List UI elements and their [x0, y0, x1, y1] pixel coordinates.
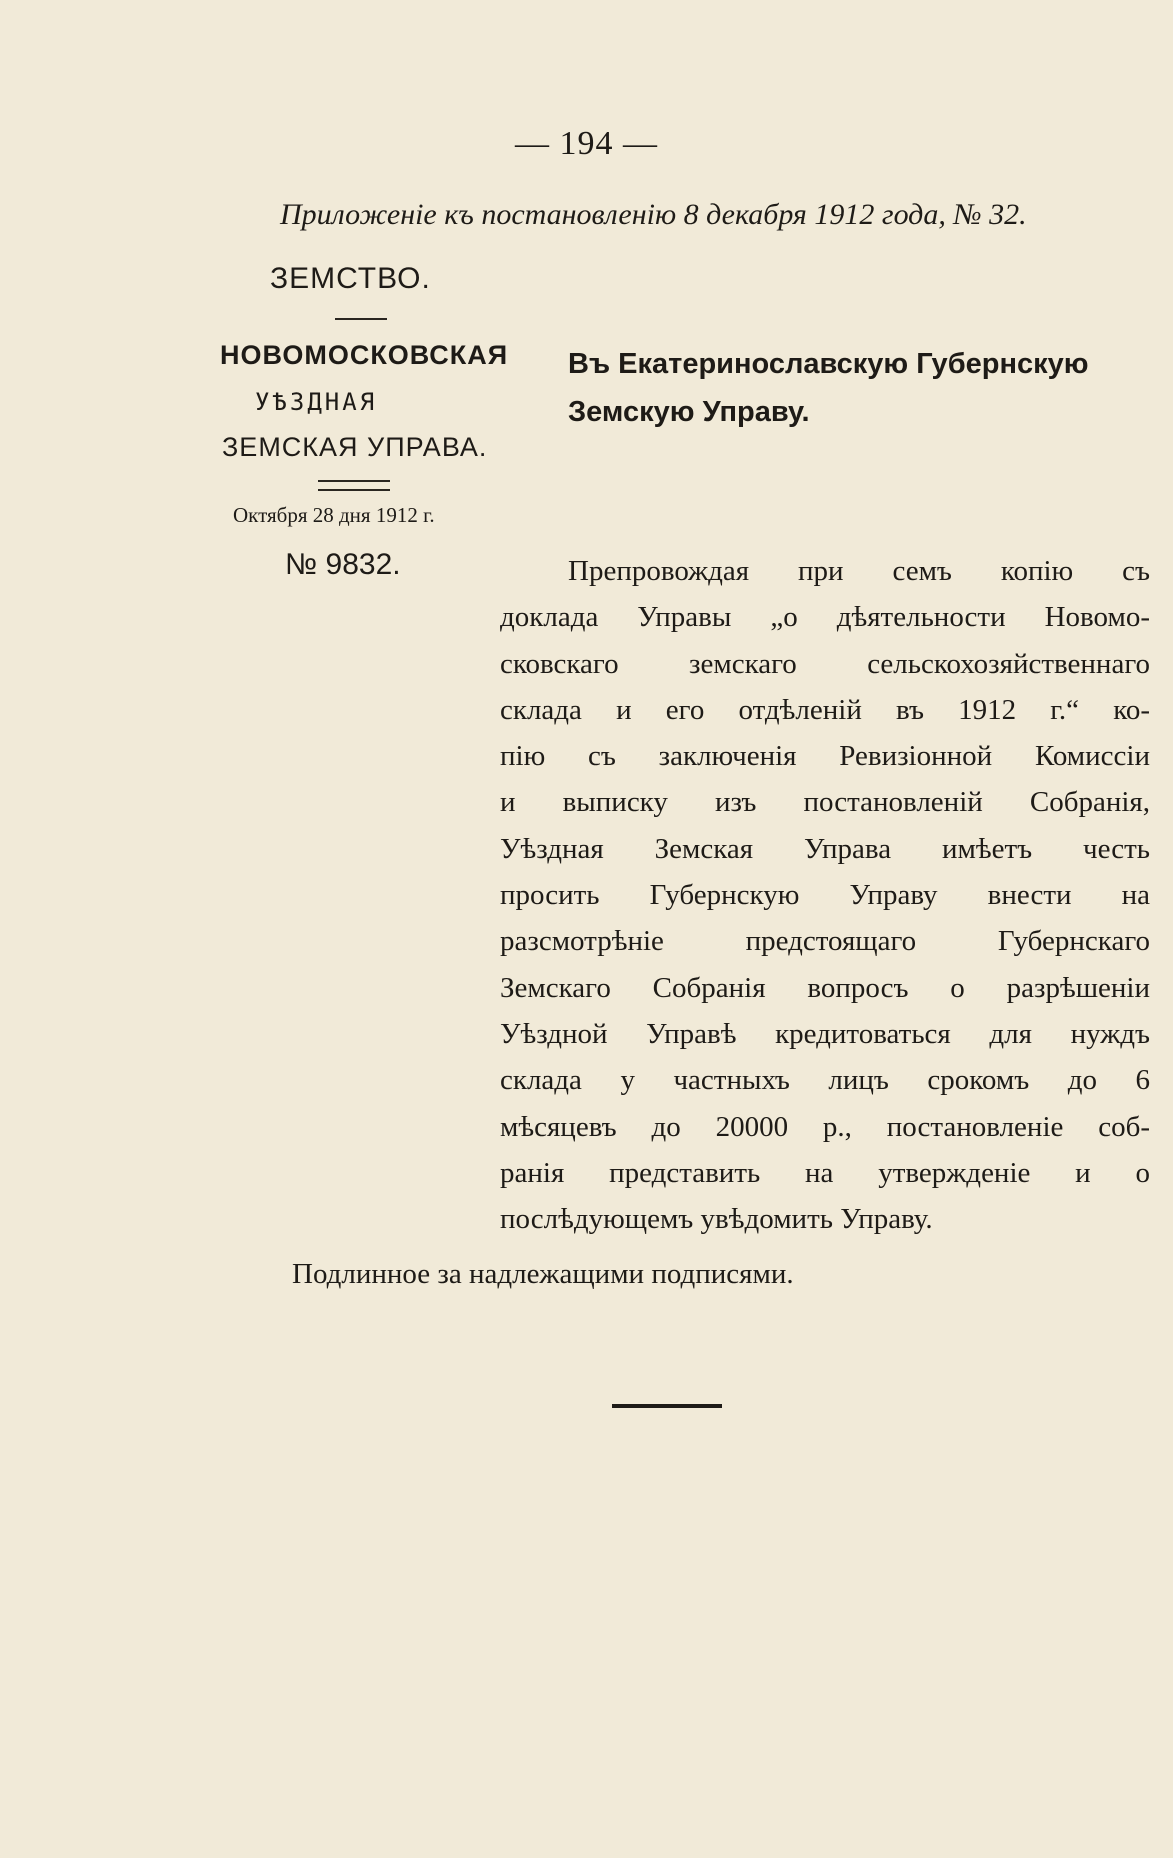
- signature-note: Подлинное за надлежащими подписями.: [292, 1258, 794, 1290]
- body-line: пію съ заключенія Ревизіонной Комиссіи: [500, 740, 1150, 773]
- body-line: склада у частныхъ лицъ срокомъ до 6: [500, 1064, 1150, 1097]
- letterhead-org-line1: НОВОМОСКОВСКАЯ: [220, 340, 509, 370]
- body-line: разсмотрѣніе предстоящаго Губернскаго: [500, 925, 1150, 958]
- body-line: послѣдующемъ увѣдомить Управу.: [500, 1203, 933, 1236]
- letter-number: № 9832.: [285, 548, 401, 581]
- body-line: Уѣздной Управѣ кредитоваться для нуждъ: [500, 1017, 1150, 1050]
- letterhead-org-line3: ЗЕМСКАЯ УПРАВА.: [222, 432, 488, 462]
- body-line: склада и его отдѣленій въ 1912 г.“ ко-: [500, 693, 1150, 726]
- body-line: просить Губернскую Управу внести на: [500, 879, 1150, 912]
- letterhead-divider: [335, 318, 387, 320]
- body-line: и выписку изъ постановленій Собранія,: [500, 786, 1150, 819]
- body-line: доклада Управы „о дѣятельности Новомо-: [500, 601, 1150, 634]
- letterhead-double-divider: [318, 480, 390, 491]
- body-line: сковскаго земскаго сельскохозяйственнаго: [500, 647, 1150, 680]
- appendix-heading: Приложеніе къ постановленію 8 декабря 1912 года, № 32.: [280, 198, 1027, 231]
- body-line: ранія представить на утвержденіе и о: [500, 1156, 1150, 1189]
- end-divider: [612, 1404, 722, 1408]
- body-line: Препровождая при семъ копію съ: [568, 555, 1150, 587]
- page-number: — 194 —: [515, 125, 658, 162]
- letter-body: [500, 548, 1150, 1242]
- body-line: Уѣздная Земская Управа имѣетъ честь: [500, 832, 1150, 865]
- body-line: Земскаго Собранія вопросъ о разрѣшеніи: [500, 971, 1150, 1004]
- letter-date: Октября 28 дня 1912 г.: [233, 503, 435, 527]
- letterhead-zemstvo: ЗЕМСТВО.: [270, 262, 431, 295]
- letterhead-org-line2: УѢЗДНАЯ: [255, 388, 378, 416]
- addressee: Въ Екатеринославскую Губернскую Земскую Управу.: [568, 348, 1089, 428]
- body-line: мѣсяцевъ до 20000 р., постановленіе соб-: [500, 1110, 1150, 1143]
